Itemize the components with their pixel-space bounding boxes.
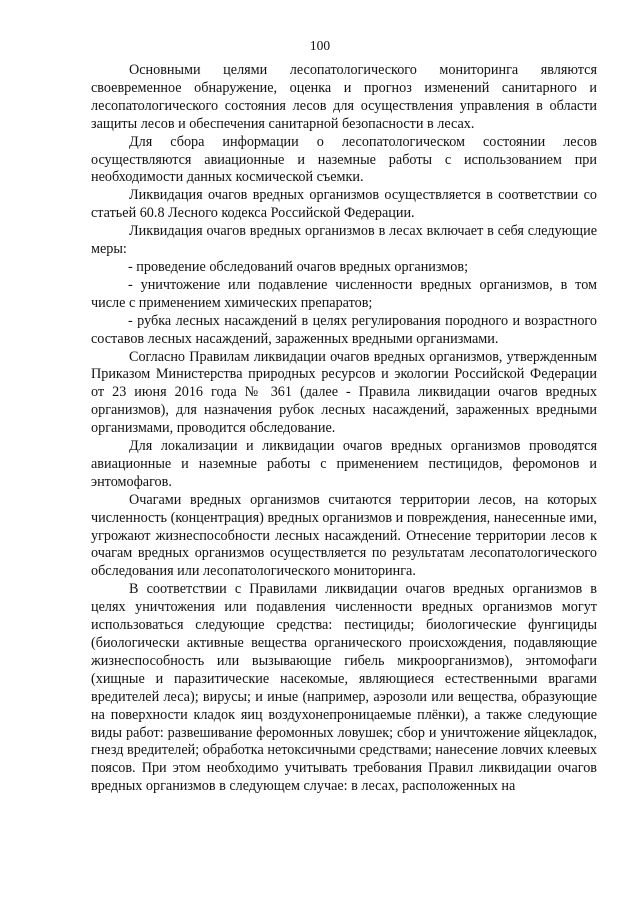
list-item-surveys: - проведение обследований очагов вредных организмов; xyxy=(128,258,469,275)
paragraph-control-means: В соответствии с Правилами ликвидации очагов вредных организмов в целях уничтожения или подавления численности вредных организмов могут использоваться следующие средства: пестициды; биологические фунгициды (биологически активные вещества органического происхождения, подавляющие жизнеспособность или вызывающие гибель микроорганизмов), энтомофаги (хищные и паразитические насекомые, являющиеся естественными врагами вредителей леса); вирусы; и иные (например, аэрозоли или вещества, образующие на поверхности кладок яиц воздухонепроницаемые плёнки), а также следующие виды работ: развешивание феромонных ловушек; сбор и уничтожение яйцекладок, гнезд вредителей; обработка нетоксичными средствами; нанесение ловчих клеевых поясов. При этом необходимо учитывать требования Правил ликвидации очагов вредных организмов в следующем случае: в лесах, расположенных на xyxy=(91,581,597,795)
paragraph-monitoring-goals: Основными целями лесопатологического мониторинга являются своевременное обнаружение, оценка и прогноз изменений санитарного и лесопатологического состояния лесов для осуществления управления в области защиты лесов и обеспечения санитарной безопасности в лесах. xyxy=(91,62,597,132)
list-item-felling: - рубка лесных насаждений в целях регулирования породного и возрастного составов лесных насаждений, зараженных вредными организмами. xyxy=(91,312,597,347)
page-number: 100 xyxy=(309,38,331,53)
paragraph-information-collection: Для сбора информации о лесопатологическом состоянии лесов осуществляются авиационные и наземные работы с использованием при необходимости данных космической съемки. xyxy=(91,133,597,186)
body-text xyxy=(91,62,597,796)
list-item-suppression: - уничтожение или подавление численности вредных организмов, в том числе с применением химических препаратов; xyxy=(91,276,597,311)
paragraph-liquidation-basis: Ликвидация очагов вредных организмов осуществляется в соответствии со статьей 60.8 Лесного кодекса Российской Федерации. xyxy=(91,187,597,222)
paragraph-outbreak-definition: Очагами вредных организмов считаются территории лесов, на которых численность (концентрация) вредных организмов и повреждения, нанесенные ими, угрожают жизнеспособности лесных насаждений. Отнесение территории лесов к очагам вредных организмов осуществляется по результатам лесопатологического обследования или лесопатологического мониторинга. xyxy=(91,491,597,580)
paragraph-localization-works: Для локализации и ликвидации очагов вредных организмов проводятся авиационные и наземные работы с применением пестицидов, феромонов и энтомофагов. xyxy=(91,438,597,490)
paragraph-rules-reference: Согласно Правилам ликвидации очагов вредных организмов, утвержденным Приказом Министерства природных ресурсов и экологии Российской Федерации от 23 июня 2016 года № 361 (далее - Правила ликвидации очагов вредных организмов), для назначения рубок лесных насаждений, зараженных вредными организмами, проводится обследование. xyxy=(91,348,597,437)
paragraph-liquidation-measures: Ликвидация очагов вредных организмов в лесах включает в себя следующие меры: xyxy=(91,223,597,258)
